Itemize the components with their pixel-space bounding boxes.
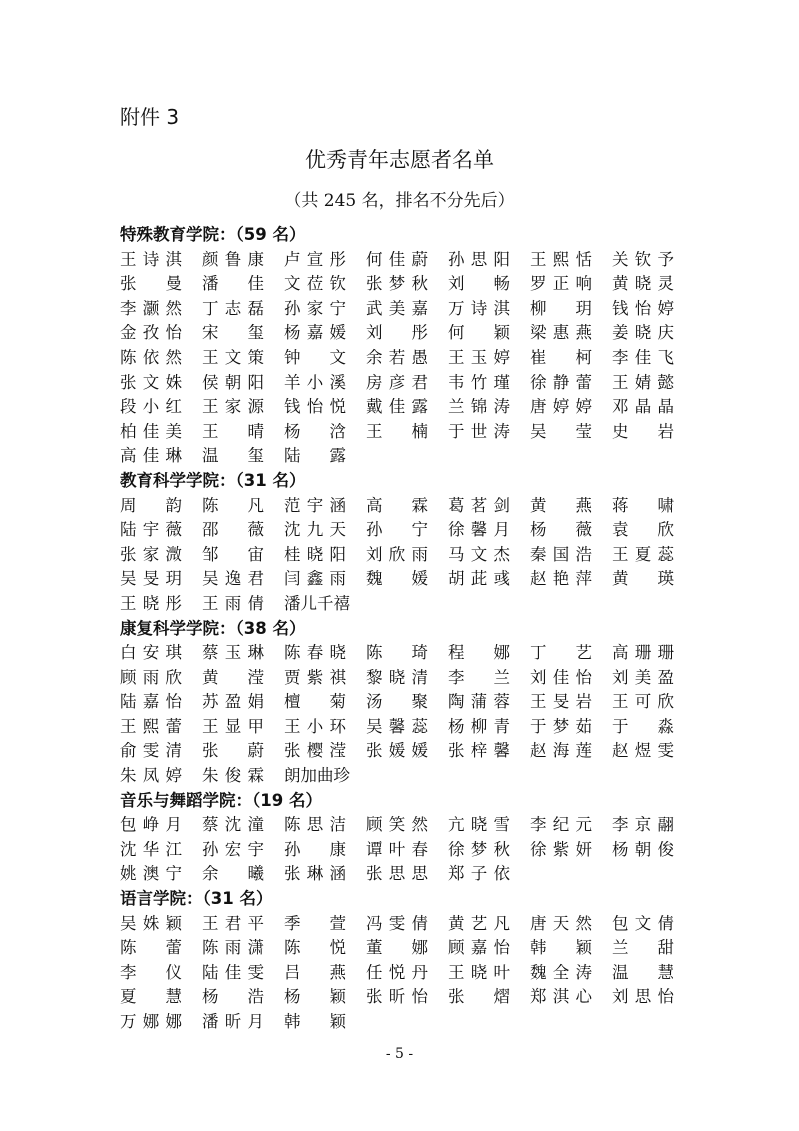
volunteer-name: 关钦予 [612, 249, 674, 269]
volunteer-name: 武美嘉 [366, 298, 428, 318]
volunteer-name: 郑淇心 [530, 987, 592, 1007]
volunteer-name: 陆宇薇 [120, 520, 182, 540]
volunteer-name: 史岩 [612, 421, 674, 441]
volunteer-name: 杨朝俊 [612, 839, 674, 859]
volunteer-name: 王雨倩 [202, 593, 264, 613]
section-heading: 语言学院：（31 名） [120, 889, 273, 909]
volunteer-name: 陈思洁 [284, 815, 346, 835]
volunteer-name: 王诗淇 [120, 249, 182, 269]
volunteer-name: 韩颖 [284, 1012, 346, 1031]
volunteer-name: 李佳飞 [612, 347, 674, 367]
volunteer-name: 唐婷婷 [530, 397, 592, 417]
volunteer-name: 邓晶晶 [612, 397, 674, 417]
volunteer-name: 于世涛 [448, 421, 510, 441]
volunteer-name: 袁欣 [612, 520, 674, 540]
volunteer-name: 张文姝 [120, 372, 182, 392]
name-grid [120, 248, 690, 469]
volunteer-name: 王旻岩 [530, 692, 592, 712]
volunteer-name: 赵海莲 [530, 741, 592, 761]
volunteer-name: 刘彤 [366, 323, 428, 343]
volunteer-name: 孙家宁 [284, 298, 346, 318]
volunteer-name: 王夏蕊 [612, 544, 674, 564]
volunteer-name: 高霖 [366, 495, 428, 515]
volunteer-name: 金孜怡 [120, 323, 182, 343]
volunteer-name: 顾笑然 [366, 815, 428, 835]
volunteer-name: 苏盈娟 [202, 692, 264, 712]
volunteer-name: 潘昕月 [202, 1012, 264, 1031]
volunteer-name: 陈春晓 [284, 643, 346, 663]
volunteer-name: 丁艺 [530, 643, 592, 663]
volunteer-name: 徐馨月 [448, 520, 510, 540]
volunteer-name: 羊小溪 [284, 372, 346, 392]
volunteer-name: 沈华江 [120, 839, 182, 859]
volunteer-name: 李京翮 [612, 815, 674, 835]
volunteer-name: 王熙蕾 [120, 716, 182, 736]
volunteer-name: 吴逸君 [202, 569, 264, 589]
volunteer-name: 杨浛 [284, 421, 346, 441]
volunteer-name: 杨浩 [202, 987, 264, 1007]
name-grid [120, 813, 690, 887]
volunteer-name: 朱凤婷 [120, 766, 182, 786]
volunteer-name: 高珊珊 [612, 643, 674, 663]
volunteer-name: 李灏然 [120, 298, 182, 318]
volunteer-name: 王小环 [284, 716, 346, 736]
volunteer-name: 吴馨蕊 [366, 716, 428, 736]
volunteer-name: 陈蕾 [120, 938, 182, 958]
volunteer-name: 黄燕 [530, 495, 592, 515]
volunteer-name: 秦国浩 [530, 544, 592, 564]
volunteer-name: 潘儿千禧 [284, 593, 350, 613]
volunteer-name: 王晓彤 [120, 593, 182, 613]
volunteer-name: 董娜 [366, 938, 428, 958]
volunteer-name: 柳玥 [530, 298, 592, 318]
volunteer-name: 高佳琳 [120, 446, 182, 466]
section-heading: 特殊教育学院：（59 名） [120, 225, 306, 244]
volunteer-name: 黄晓灵 [612, 274, 674, 294]
volunteer-name: 王晴 [202, 421, 264, 441]
volunteer-name: 陈依然 [120, 347, 182, 367]
volunteer-name: 范宇涵 [284, 495, 346, 515]
volunteer-name: 段小红 [120, 397, 182, 417]
volunteer-name: 戴佳露 [366, 397, 428, 417]
volunteer-name: 张梓馨 [448, 741, 510, 761]
volunteer-name: 刘思怡 [612, 987, 674, 1007]
volunteer-name: 姜晓庆 [612, 323, 674, 343]
volunteer-name: 孙宁 [366, 520, 428, 540]
volunteer-name: 唐天然 [530, 913, 592, 933]
volunteer-name: 王熙恬 [530, 249, 592, 269]
volunteer-name: 何佳蔚 [366, 249, 428, 269]
volunteer-name: 汤聚 [366, 692, 428, 712]
volunteer-name: 陆嘉怡 [120, 692, 182, 712]
volunteer-name: 余若愚 [366, 347, 428, 367]
volunteer-name: 马文杰 [448, 544, 510, 564]
volunteer-name: 陈琦 [366, 643, 428, 663]
volunteer-name: 俞雯清 [120, 741, 182, 761]
volunteer-name: 邹宙 [202, 544, 264, 564]
volunteer-name: 陶蒲蓉 [448, 692, 510, 712]
volunteer-name: 兰甜 [612, 938, 674, 958]
volunteer-name: 陈凡 [202, 495, 264, 515]
volunteer-name: 吴旻玥 [120, 569, 182, 589]
volunteer-name: 白安琪 [120, 643, 182, 663]
volunteer-name: 刘美盈 [612, 667, 674, 687]
volunteer-name: 胡茈彧 [448, 569, 510, 589]
volunteer-name: 韦竹瑾 [448, 372, 510, 392]
volunteer-name: 包峥月 [120, 815, 182, 835]
volunteer-name: 房彦君 [366, 372, 428, 392]
attachment-label: 附件 3 [120, 105, 180, 129]
volunteer-name: 张昕怡 [366, 987, 428, 1007]
volunteer-name: 张樱滢 [284, 741, 346, 761]
volunteer-name: 姚澳宁 [120, 864, 182, 884]
volunteer-name: 朗加曲珍 [284, 766, 350, 786]
volunteer-list [120, 223, 690, 1035]
volunteer-name: 刘畅 [448, 274, 510, 294]
volunteer-name: 朱俊霖 [202, 766, 264, 786]
volunteer-name: 杨柳青 [448, 716, 510, 736]
page-number: - 5 - [385, 1046, 414, 1062]
volunteer-name: 任悦丹 [366, 962, 428, 982]
volunteer-name: 闫鑫雨 [284, 569, 346, 589]
volunteer-name: 李兰 [448, 667, 510, 687]
volunteer-name: 亢晓雪 [448, 815, 510, 835]
volunteer-name: 黄瑛 [612, 569, 674, 589]
volunteer-name: 魏媛 [366, 569, 428, 589]
volunteer-name: 陆露 [284, 446, 346, 466]
volunteer-name: 王文策 [202, 347, 264, 367]
volunteer-name: 潘佳 [202, 274, 264, 294]
volunteer-name: 徐紫妍 [530, 839, 592, 859]
volunteer-name: 周韵 [120, 495, 182, 515]
volunteer-name: 赵煜雯 [612, 741, 674, 761]
volunteer-name: 蔡沈潼 [202, 815, 264, 835]
volunteer-name: 王晓叶 [448, 962, 510, 982]
volunteer-name: 张家溦 [120, 544, 182, 564]
volunteer-name: 王家源 [202, 397, 264, 417]
volunteer-name: 刘佳怡 [530, 667, 592, 687]
volunteer-name: 王君平 [202, 913, 264, 933]
volunteer-name: 丁志磊 [202, 298, 264, 318]
volunteer-name: 郑子依 [448, 864, 510, 884]
volunteer-name: 钱怡婷 [612, 298, 674, 318]
volunteer-name: 李纪元 [530, 815, 592, 835]
volunteer-name: 兰锦涛 [448, 397, 510, 417]
volunteer-name: 季萱 [284, 913, 346, 933]
volunteer-name: 王楠 [366, 421, 428, 441]
name-grid [120, 912, 690, 1035]
volunteer-name: 魏全涛 [530, 962, 592, 982]
volunteer-name: 谭叶春 [366, 839, 428, 859]
volunteer-name: 崔柯 [530, 347, 592, 367]
volunteer-name: 杨颖 [284, 987, 346, 1007]
volunteer-name: 孙思阳 [448, 249, 510, 269]
volunteer-name: 钱怡悦 [284, 397, 346, 417]
volunteer-name: 杨嘉媛 [284, 323, 346, 343]
volunteer-name: 余曦 [202, 864, 264, 884]
volunteer-name: 桂晓阳 [284, 544, 346, 564]
volunteer-name: 王显甲 [202, 716, 264, 736]
volunteer-name: 张梦秋 [366, 274, 428, 294]
volunteer-name: 包文倩 [612, 913, 674, 933]
volunteer-name: 陆佳雯 [202, 962, 264, 982]
volunteer-name: 吴莹 [530, 421, 592, 441]
volunteer-name: 沈九天 [284, 520, 346, 540]
volunteer-name: 张媛媛 [366, 741, 428, 761]
volunteer-name: 柏佳美 [120, 421, 182, 441]
volunteer-name: 夏慧 [120, 987, 182, 1007]
volunteer-name: 顾嘉怡 [448, 938, 510, 958]
volunteer-name: 卢宣彤 [284, 249, 346, 269]
volunteer-name: 陈悦 [284, 938, 346, 958]
volunteer-name: 于淼 [612, 716, 674, 736]
volunteer-name: 黄艺凡 [448, 913, 510, 933]
volunteer-name: 张曼 [120, 274, 182, 294]
volunteer-name: 孙康 [284, 839, 346, 859]
name-grid [120, 641, 690, 789]
volunteer-name: 杨薇 [530, 520, 592, 540]
volunteer-name: 温玺 [202, 446, 264, 466]
section-heading: 音乐与舞蹈学院：（19 名） [120, 790, 322, 810]
volunteer-name: 宋玺 [202, 323, 264, 343]
volunteer-name: 韩颖 [530, 938, 592, 958]
volunteer-name: 徐静蕾 [530, 372, 592, 392]
volunteer-name: 王婧懿 [612, 372, 674, 392]
volunteer-name: 顾雨欣 [120, 667, 182, 687]
volunteer-name: 张熠 [448, 987, 510, 1007]
volunteer-name: 梁惠燕 [530, 323, 592, 343]
volunteer-name: 檀菊 [284, 692, 346, 712]
volunteer-name: 张琳涵 [284, 864, 346, 884]
section-heading: 教育科学学院：（31 名） [120, 470, 306, 490]
volunteer-name: 文莅钦 [284, 274, 346, 294]
volunteer-name: 黄滢 [202, 667, 264, 687]
volunteer-name: 于梦茹 [530, 716, 592, 736]
document-title: 优秀青年志愿者名单 [305, 148, 494, 172]
volunteer-name: 李仪 [120, 962, 182, 982]
volunteer-name: 张蔚 [202, 741, 264, 761]
volunteer-name: 贾紫祺 [284, 667, 346, 687]
volunteer-name: 侯朝阳 [202, 372, 264, 392]
section-heading: 康复科学学院：（38 名） [120, 618, 306, 638]
volunteer-name: 赵艳萍 [530, 569, 592, 589]
volunteer-name: 张思思 [366, 864, 428, 884]
volunteer-name: 吴姝颖 [120, 913, 182, 933]
volunteer-name: 钟文 [284, 347, 346, 367]
volunteer-name: 王可欣 [612, 692, 674, 712]
volunteer-name: 何颖 [448, 323, 510, 343]
volunteer-name: 程娜 [448, 643, 510, 663]
volunteer-name: 王玉婷 [448, 347, 510, 367]
volunteer-name: 蔡玉琳 [202, 643, 264, 663]
volunteer-name: 刘欣雨 [366, 544, 428, 564]
volunteer-name: 陈雨潇 [202, 938, 264, 958]
volunteer-name: 冯雯倩 [366, 913, 428, 933]
document-subtitle: （共 245 名，排名不分先后） [284, 191, 515, 211]
volunteer-name: 徐梦秋 [448, 839, 510, 859]
volunteer-name: 温慧 [612, 962, 674, 982]
volunteer-name: 邵薇 [202, 520, 264, 540]
name-grid [120, 494, 690, 617]
volunteer-name: 吕燕 [284, 962, 346, 982]
volunteer-name: 万娜娜 [120, 1012, 182, 1031]
volunteer-name: 万诗淇 [448, 298, 510, 318]
volunteer-name: 颜鲁康 [202, 249, 264, 269]
volunteer-name: 葛茗剑 [448, 495, 510, 515]
volunteer-name: 蒋啸 [612, 495, 674, 515]
volunteer-name: 黎晓清 [366, 667, 428, 687]
volunteer-name: 罗正响 [530, 274, 592, 294]
volunteer-name: 孙宏宇 [202, 839, 264, 859]
